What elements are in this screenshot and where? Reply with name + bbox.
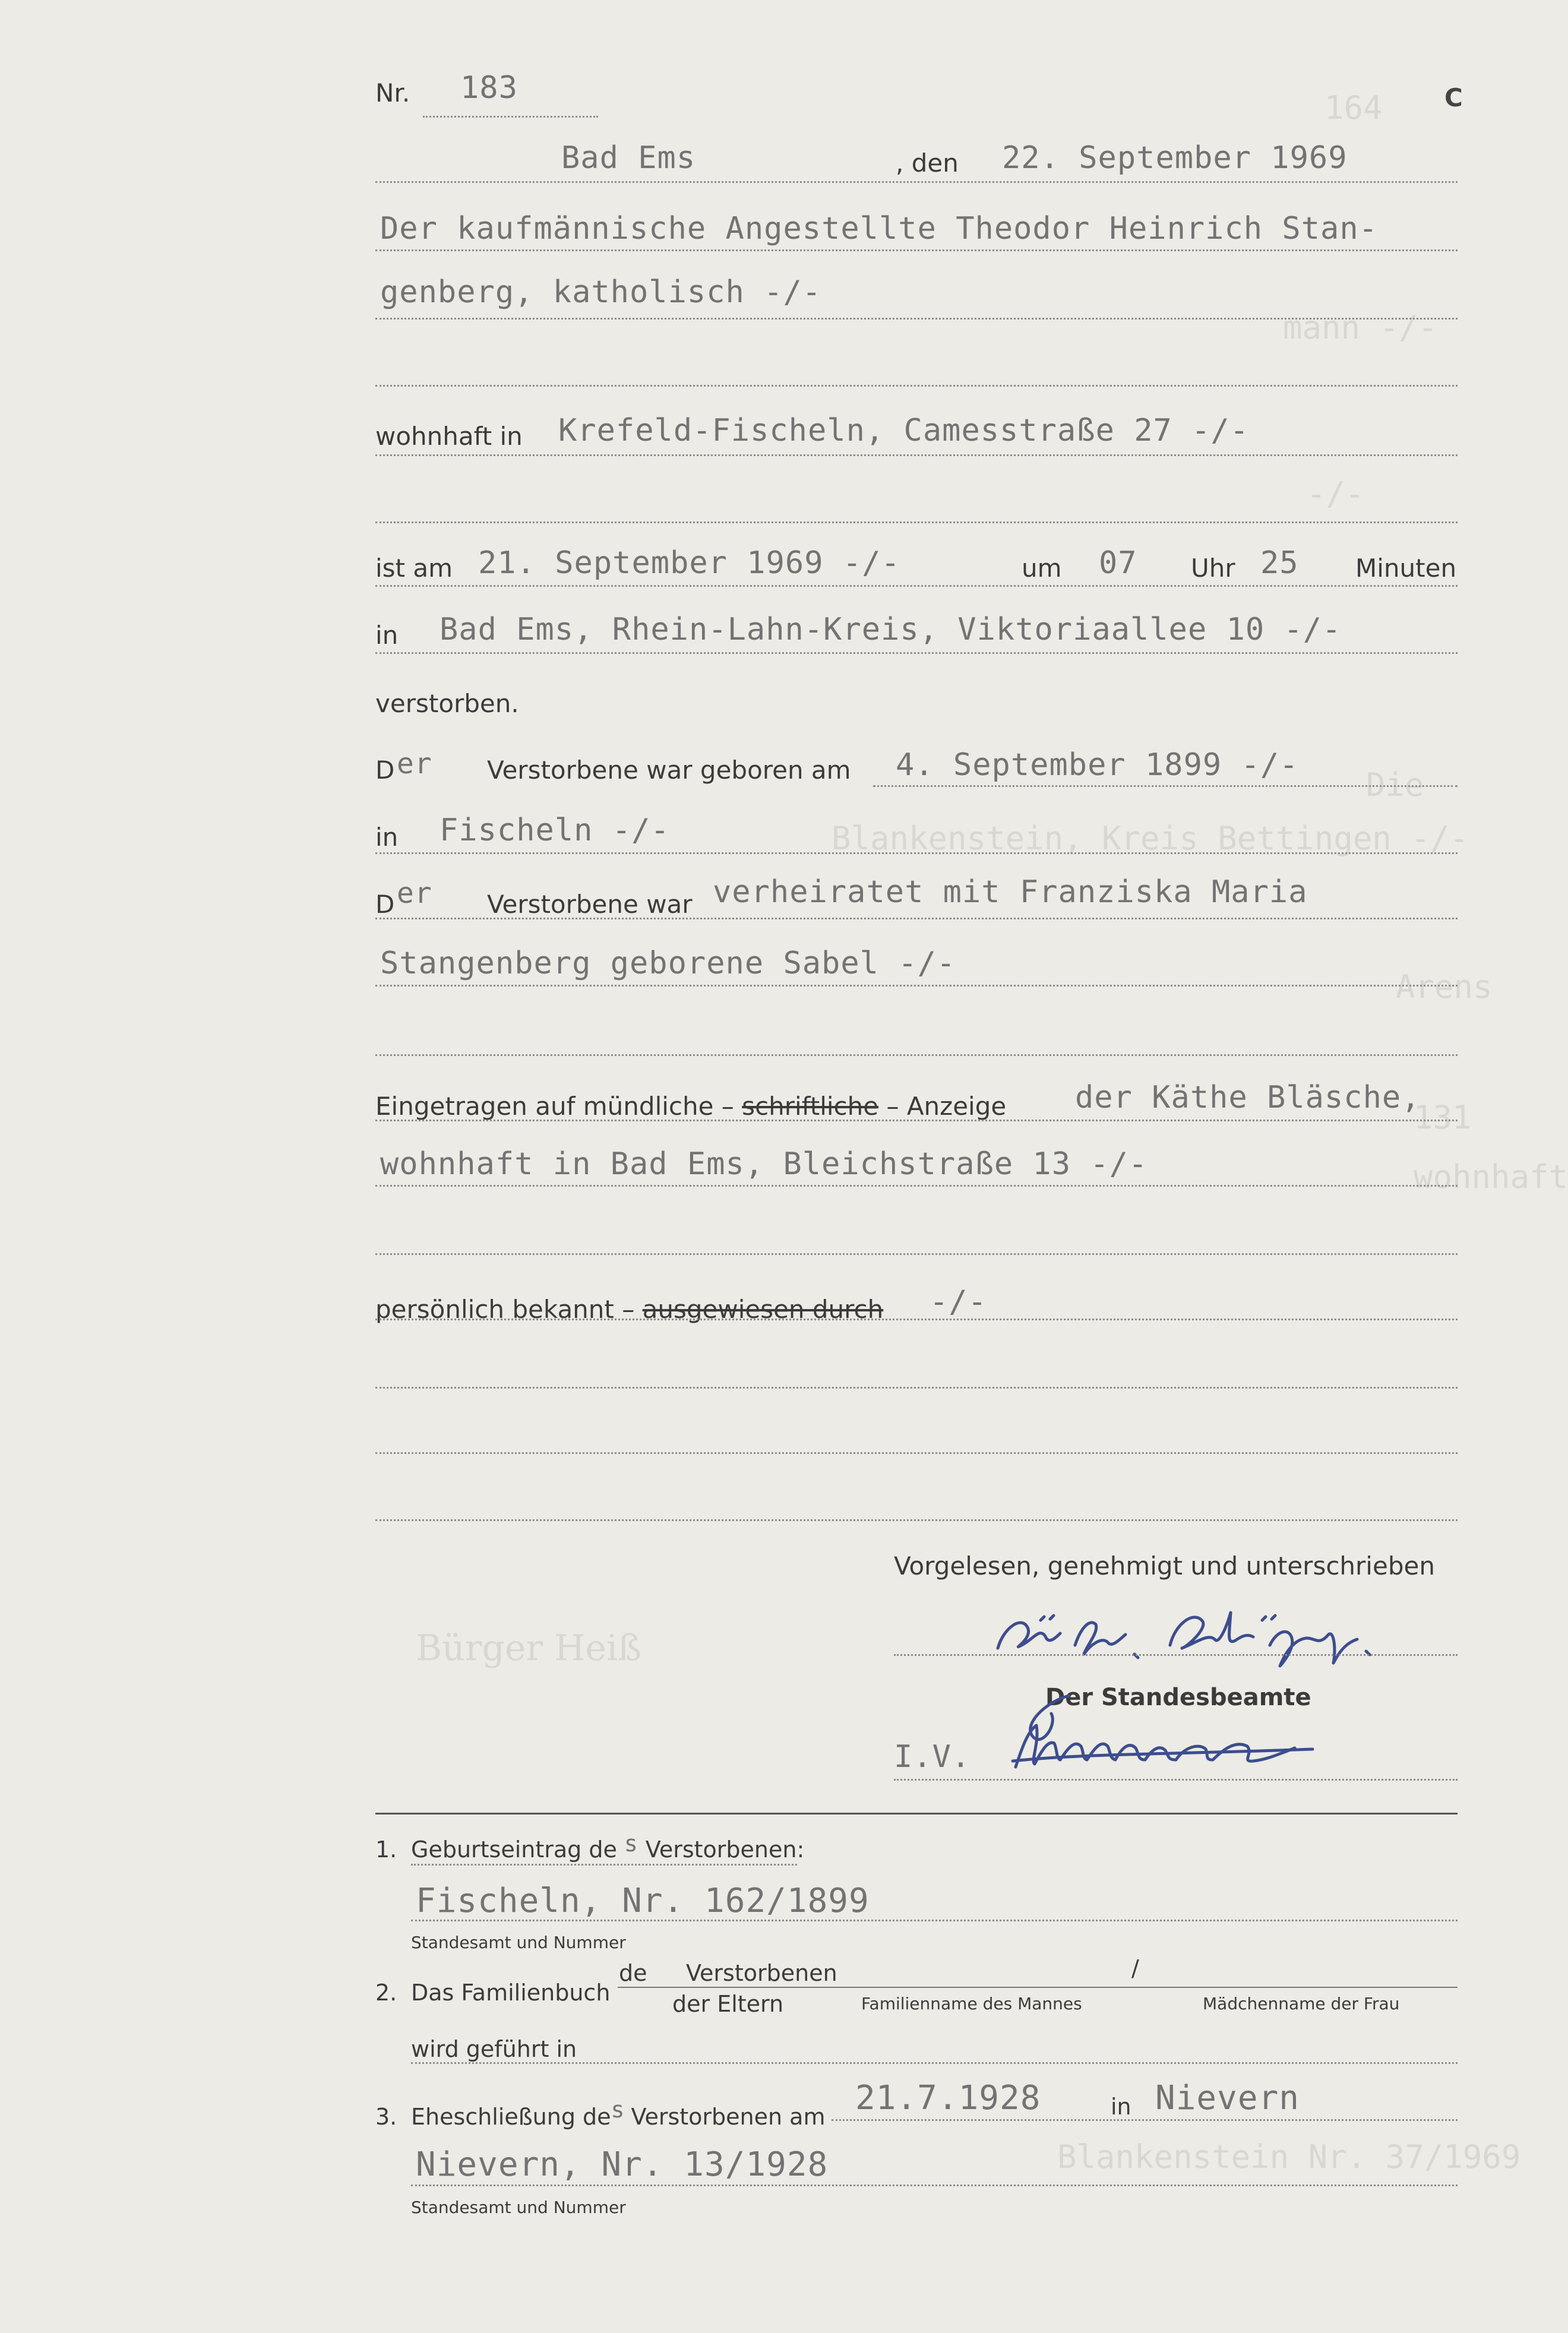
item3-caption: Standesamt und Nummer (411, 2198, 626, 2217)
civil-death-register-page: 164 mann -/- -/- Die Blankenstein, Kreis Bettingen -/- Arens 131 wohnhaft Bürger Heiß Blankenstein Nr. 37/1969 Nr. 183 C Bad Ems , den 22. September 1969 Der kaufmännische Angestellte Theodor Heinrich Stan- genberg, katholisch -/- wohnhaft in Krefeld-Fischeln, Camesstraße 27 -/- ist am 21. September 1969 -/- um 07 Uhr 25 Minuten in Bad Ems, Rhein-Lahn-Kreis, Viktoriaallee 10 -/- verstorben. D er Verstorbene war geboren am 4. September 1899 -/- in Fischeln -/- D er Verstorbene war verheiratet mit Franziska Maria Stangenberg geborene Sabel -/- Eingetragen auf mündliche – schriftliche – Anzeige der Käthe Bläsche, wohnhaft in Bad Ems, Bleichstraße 13 -/- persönlich bekannt – ausgewiesen durch -/- Vorgelesen, genehmigt und unterschrieben Der Standesbeamte I.V. 1. Geburtseintrag de s Verstorbenen: Fischeln, Nr. 162/1899 Standesamt und Nummer 2. Das Familienbuch de Verstorbenen / der Eltern Familienname des Mannes Mädchenname der Frau wird geführt in 3. Eheschließung des Verstorbenen am 21.7.1928 in Nievern Nievern, Nr. 13/1928 Standesamt und Nummer (375, 70, 1568, 2217)
item3-place: Nievern (1155, 2079, 1300, 2117)
person-line-2-dots (375, 318, 1458, 320)
birth-date-dots (873, 785, 1458, 787)
blank-dots-2 (375, 1452, 1458, 1454)
residence-value: Krefeld-Fischeln, Camesstraße 27 -/- (558, 413, 1250, 448)
residence-dots-2 (375, 521, 1458, 523)
item2-caption-husband: Familienname des Mannes (861, 1994, 1082, 2013)
reporter-line-3-dots (375, 1253, 1458, 1255)
birth-gender-suffix: er (397, 747, 432, 780)
item3-gender-suffix: s (611, 2097, 625, 2123)
item1-value: Fischeln, Nr. 162/1899 (416, 1882, 870, 1920)
birth-label: Verstorbene war geboren am (487, 755, 851, 785)
report-label-struck: schriftliche (742, 1092, 879, 1121)
minuten-label: Minuten (1355, 554, 1457, 583)
um-label: um (1022, 554, 1062, 583)
den-label: , den (896, 148, 959, 178)
nr-dotted-line (423, 116, 598, 118)
identity-dots (375, 1319, 1458, 1320)
identity-label-a: persönlich bekannt – (375, 1295, 635, 1324)
residence-label: wohnhaft in (375, 422, 523, 451)
death-minutes: 25 (1260, 545, 1299, 581)
birth-in-label: in (375, 823, 399, 852)
official-signature-dots (894, 1779, 1458, 1781)
person-line-2: genberg, katholisch -/- (380, 274, 822, 310)
identity-label-struck: ausgewiesen durch (642, 1295, 884, 1324)
item3-value-dots (411, 2185, 1458, 2186)
corner-letter: C (1444, 83, 1463, 112)
item2-de: de (619, 1960, 647, 1986)
official-label: Der Standesbeamte (1045, 1684, 1311, 1711)
marital-line-1: verheiratet mit Franziska Maria (713, 874, 1308, 910)
item3-date: 21.7.1928 (855, 2079, 1041, 2117)
item3-value: Nievern, Nr. 13/1928 (416, 2145, 829, 2184)
birth-date: 4. September 1899 -/- (896, 747, 1299, 783)
verstorben-label: verstorben. (375, 689, 519, 718)
reporter-signature (986, 1592, 1390, 1669)
nr-label: Nr. (375, 78, 410, 108)
item2-option-deceased: Verstorbenen (686, 1960, 837, 1986)
marital-line-2-dots (375, 985, 1458, 987)
report-label (375, 1092, 1006, 1121)
death-date: 21. September 1969 -/- (478, 545, 900, 581)
item1-number: 1. (375, 1836, 397, 1863)
item1-label-dots (411, 1864, 797, 1866)
entry-number: 183 (460, 70, 518, 106)
item1-label-a: Geburtseintrag de (411, 1836, 617, 1863)
reporter-line-2-dots (375, 1185, 1458, 1187)
death-hour: 07 (1099, 545, 1137, 581)
person-line-1-dots (375, 249, 1458, 251)
item3-in-label: in (1111, 2094, 1131, 2120)
item1-gender-suffix: s (624, 1831, 638, 1857)
marital-line-2: Stangenberg geborene Sabel -/- (380, 946, 956, 981)
item2-line (618, 1987, 1458, 1988)
item1-label-b: Verstorbenen: (645, 1836, 805, 1863)
death-in-label: in (375, 621, 399, 650)
place-date-line (375, 181, 1458, 183)
marital-gender-suffix: er (397, 877, 432, 910)
closing-statement: Vorgelesen, genehmigt und unterschrieben (894, 1551, 1435, 1580)
residence-dots (375, 454, 1458, 456)
item2-number: 2. (375, 1980, 397, 2006)
item1-value-dots (411, 1920, 1458, 1921)
item3-date-dots (832, 2119, 1458, 2121)
marital-line-1-dots (375, 918, 1458, 919)
report-label-a: Eingetragen auf mündliche – (375, 1092, 734, 1121)
item1-label (411, 1831, 805, 1863)
reporter-signature-dots (894, 1654, 1458, 1656)
blank-dots-3 (375, 1519, 1458, 1521)
item3-number: 3. (375, 2104, 397, 2130)
person-line-1: Der kaufmännische Angestellte Theodor Heinrich Stan- (380, 211, 1378, 246)
registry-date: 22. September 1969 (1002, 140, 1348, 176)
birth-d-prefix: D (375, 755, 395, 785)
item2-label: Das Familienbuch (411, 1980, 611, 2006)
reporter-line-2: wohnhaft in Bad Ems, Bleichstraße 13 -/- (380, 1146, 1148, 1182)
blank-dots-1 (375, 1387, 1458, 1389)
item3-label-b: Verstorbenen am (631, 2104, 826, 2130)
registry-place: Bad Ems (561, 140, 696, 176)
item2-kept-label: wird geführt in (411, 2036, 577, 2062)
item2-kept-dots (411, 2062, 1458, 2064)
report-label-b: – Anzeige (886, 1092, 1007, 1121)
person-line-3-dots (375, 385, 1458, 387)
reporter-line-1-dots (375, 1120, 1458, 1121)
uhr-label: Uhr (1191, 554, 1235, 583)
marital-label: Verstorbene war (487, 890, 693, 919)
marital-line-3-dots (375, 1054, 1458, 1056)
iv-label: I.V. (894, 1739, 971, 1775)
item1-caption: Standesamt und Nummer (411, 1933, 626, 1952)
item3-label-a: Eheschließung de (411, 2104, 611, 2130)
ist-am-label: ist am (375, 554, 453, 583)
death-place: Bad Ems, Rhein-Lahn-Kreis, Viktoriaallee 10 -/- (440, 612, 1342, 647)
official-signature (1004, 1690, 1336, 1779)
death-time-dots (375, 585, 1458, 587)
marital-d-prefix: D (375, 890, 395, 919)
death-place-dots (375, 652, 1458, 654)
reporter-line-1: der Käthe Bläsche, (1075, 1080, 1421, 1115)
birth-place: Fischeln -/- (440, 813, 670, 848)
birth-place-dots (375, 852, 1458, 854)
item3-label (411, 2097, 826, 2130)
footer-divider (375, 1813, 1458, 1814)
item2-option-parents: der Eltern (672, 1991, 784, 2017)
item2-slash: / (1131, 1955, 1139, 1981)
item2-caption-wife: Mädchenname der Frau (1203, 1994, 1400, 2013)
identity-value: -/- (930, 1284, 987, 1320)
